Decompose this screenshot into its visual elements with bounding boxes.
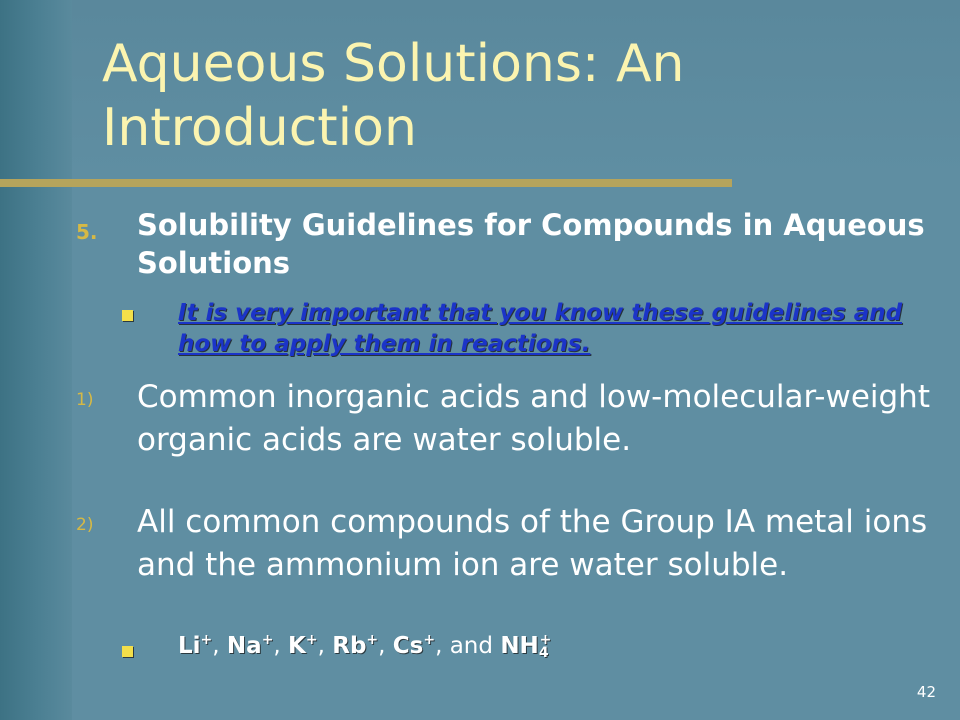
section-heading: Solubility Guidelines for Compounds in Aqueous Solutions: [137, 208, 925, 280]
square-bullet-icon: [122, 310, 133, 321]
ion-conjunction: , and: [435, 633, 501, 659]
rule-2-number: 2): [76, 515, 94, 535]
ion-li: Li+: [178, 632, 213, 659]
rule-2-text: All common compounds of the Group IA metal ions and the ammonium ion are water soluble.: [137, 504, 928, 583]
rule-1-text: Common inorganic acids and low-molecular-weight organic acids are water soluble.: [137, 379, 930, 458]
ion-rb: Rb+: [332, 632, 379, 659]
ion-separator: ,: [378, 633, 393, 659]
ion-list: [178, 630, 878, 662]
ion-k: K+: [288, 632, 318, 659]
slide-title: Aqueous Solutions: An Introduction: [102, 34, 685, 158]
left-stripe-decoration: [0, 0, 72, 720]
rule-1-number: 1): [76, 390, 94, 410]
important-note: It is very important that you know these guidelines and how to apply them in reactions.: [178, 300, 903, 357]
ion-separator: ,: [273, 633, 289, 659]
square-bullet-icon: [122, 646, 133, 657]
ion-na: Na+: [226, 632, 274, 659]
ion-cs: Cs+: [392, 632, 436, 659]
ion-separator: ,: [317, 633, 333, 659]
ion-separator: ,: [212, 633, 227, 659]
title-divider-rule: [0, 179, 732, 187]
page-number: 42: [916, 683, 936, 701]
ion-ammonium: $NH_4^+$: [500, 632, 552, 661]
section-number: 5.: [76, 220, 98, 244]
